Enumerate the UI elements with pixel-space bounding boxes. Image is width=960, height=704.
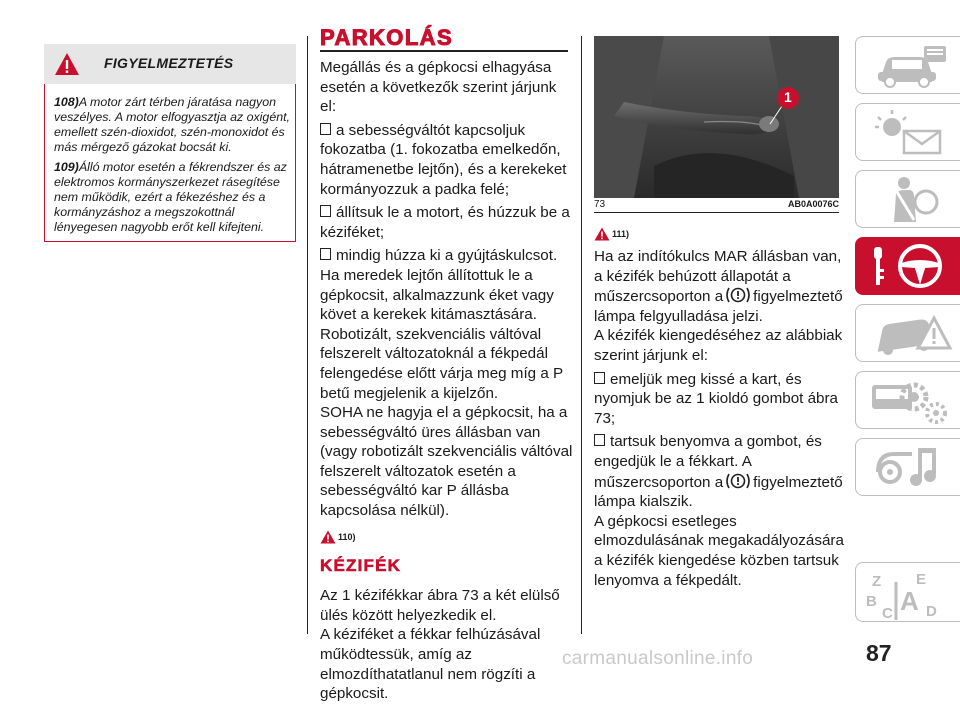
svg-text:A: A <box>900 586 919 616</box>
nav-tab-warning-lights[interactable] <box>855 103 960 161</box>
bullet-box-icon <box>320 123 331 135</box>
nav-tab-car-info[interactable] <box>855 36 960 94</box>
safety-icon <box>864 174 954 224</box>
bullet-box-icon <box>320 248 331 260</box>
index-icon <box>864 566 954 620</box>
figure-number: 73 <box>594 199 606 210</box>
title-rule <box>320 50 568 52</box>
nav-tab-maintenance[interactable] <box>855 371 960 429</box>
warning-text <box>54 95 290 240</box>
paragraph: A kéziféket a fékkar felhúzásával működtessük, amíg az elmozdíthatatlanul nem rögzíti a gépkocsit. <box>320 626 541 703</box>
paragraph: Ha meredek lejtőn állítottuk le a gépkocsit, alkalmazzunk éket vagy követ a kerekek kitámasztására. <box>320 266 554 324</box>
nav-tab-emergency[interactable] <box>855 304 960 362</box>
list-item: tartsuk benyomva a gombot, és engedjük le a fékkart. A műszercsoporton a figyelmeztető lámpa kialszik. <box>594 433 843 511</box>
bullet-box-icon <box>320 205 331 217</box>
handbrake-photo <box>594 36 839 198</box>
release-section <box>594 226 846 590</box>
subsection-title: KÉZIFÉK <box>320 555 402 575</box>
intro-text: Megállás és a gépkocsi elhagyása esetén a következők szerint járjunk el: <box>320 59 557 116</box>
starting-driving-icon <box>864 241 954 291</box>
figure-caption <box>594 198 839 212</box>
bullet-box-icon <box>594 372 605 384</box>
warning-title: FIGYELMEZTETÉS <box>104 55 234 71</box>
maintenance-icon <box>864 375 954 425</box>
note-ref: 110) <box>320 529 574 544</box>
nav-tab-index[interactable] <box>855 562 960 622</box>
svg-text:E: E <box>916 571 927 588</box>
paragraph: A gépkocsi esetleges elmozdulásának megakadályozására a kézifék kiengedése közben tartsuk lenyomva a fékpedált. <box>594 512 844 589</box>
column-divider <box>307 36 308 634</box>
paragraph: Az 1 kézifékkar ábra 73 a két elülső ülés között helyezkedik el. <box>320 587 560 624</box>
car-info-icon <box>864 40 954 90</box>
warning-triangle-icon <box>594 227 610 241</box>
bullet-box-icon <box>594 434 605 446</box>
svg-text:B: B <box>866 593 877 610</box>
nav-tab-safety[interactable] <box>855 170 960 228</box>
brake-warning-lamp-icon <box>724 286 752 304</box>
paragraph: Robotizált, szekvenciális váltóval felszerelt változatoknál a fékpedál felengedése előtt várja meg míg a P betű megjelenik a kijelzőn. <box>320 325 563 402</box>
nav-tab-starting-driving[interactable] <box>855 237 960 295</box>
section-title: PARKOLÁS <box>320 25 454 50</box>
warning-item: 108)A motor zárt térben járatása nagyon veszélyes. A motor elfogyasztja az oxigént, emellett szén-dioxidot, szén-monoxidot és más mérgező gázokat bocsát ki. <box>54 95 290 154</box>
emergency-icon <box>864 308 954 358</box>
figure-code: AB0A0076C <box>787 199 839 209</box>
handbrake-illustration <box>594 36 839 198</box>
figure-rule <box>594 212 839 213</box>
warning-header <box>44 44 296 84</box>
list-item: a sebességváltót kapcsoljuk fokozatba (1. fokozatba emelkedőn, hátramenetbe lejtőn), és a kerekeket kormányozzuk a padka felé; <box>320 121 567 198</box>
svg-text:Z: Z <box>872 573 882 590</box>
callout-number: 1 <box>784 89 792 105</box>
paragraph: Ha az indítókulcs MAR állásban van, a kézifék behúzott állapotát a műszercsoporton a figyelmeztető lámpa felgyulladása jelzi. <box>594 248 843 325</box>
watermark: carmanualsonline.info <box>562 648 754 669</box>
paragraph: A kézifék kiengedéséhez az alábbiak szerint járjunk el: <box>594 327 843 364</box>
parking-section <box>320 58 574 704</box>
paragraph: SOHA ne hagyja el a gépkocsit, ha a sebességváltó üres állásban van (vagy robotizált szekvenciális váltóval felszerelt változatok esetén a sebességváltó kar P állásba kapcsolása nélkül). <box>320 404 573 520</box>
svg-text:D: D <box>926 603 937 620</box>
svg-text:C: C <box>882 605 893 620</box>
list-item: mindig húzza ki a gyújtáskulcsot. <box>320 246 574 266</box>
page-number: 87 <box>866 640 892 666</box>
brake-warning-lamp-icon <box>724 472 752 490</box>
nav-tab-multimedia[interactable] <box>855 438 960 496</box>
list-item: állítsuk le a motort, és húzzuk be a kéziféket; <box>320 204 570 241</box>
warning-lights-icon <box>864 107 954 157</box>
multimedia-icon <box>864 442 954 492</box>
warning-triangle-icon <box>54 52 80 76</box>
note-ref: 111) <box>594 226 846 241</box>
warning-item: 109)Álló motor esetén a fékrendszer és az elektromos kormányszerkezet rásegítése nem működik, ezért a fékezéshez és a kormányzáshoz a megszokottnál lényegesen nagyobb erőt kell kifejteni. <box>54 160 287 234</box>
warning-triangle-icon <box>320 530 336 544</box>
column-divider <box>581 36 582 634</box>
list-item: emeljük meg kissé a kart, és nyomjuk be az 1 kioldó gombot ábra 73; <box>594 370 838 427</box>
